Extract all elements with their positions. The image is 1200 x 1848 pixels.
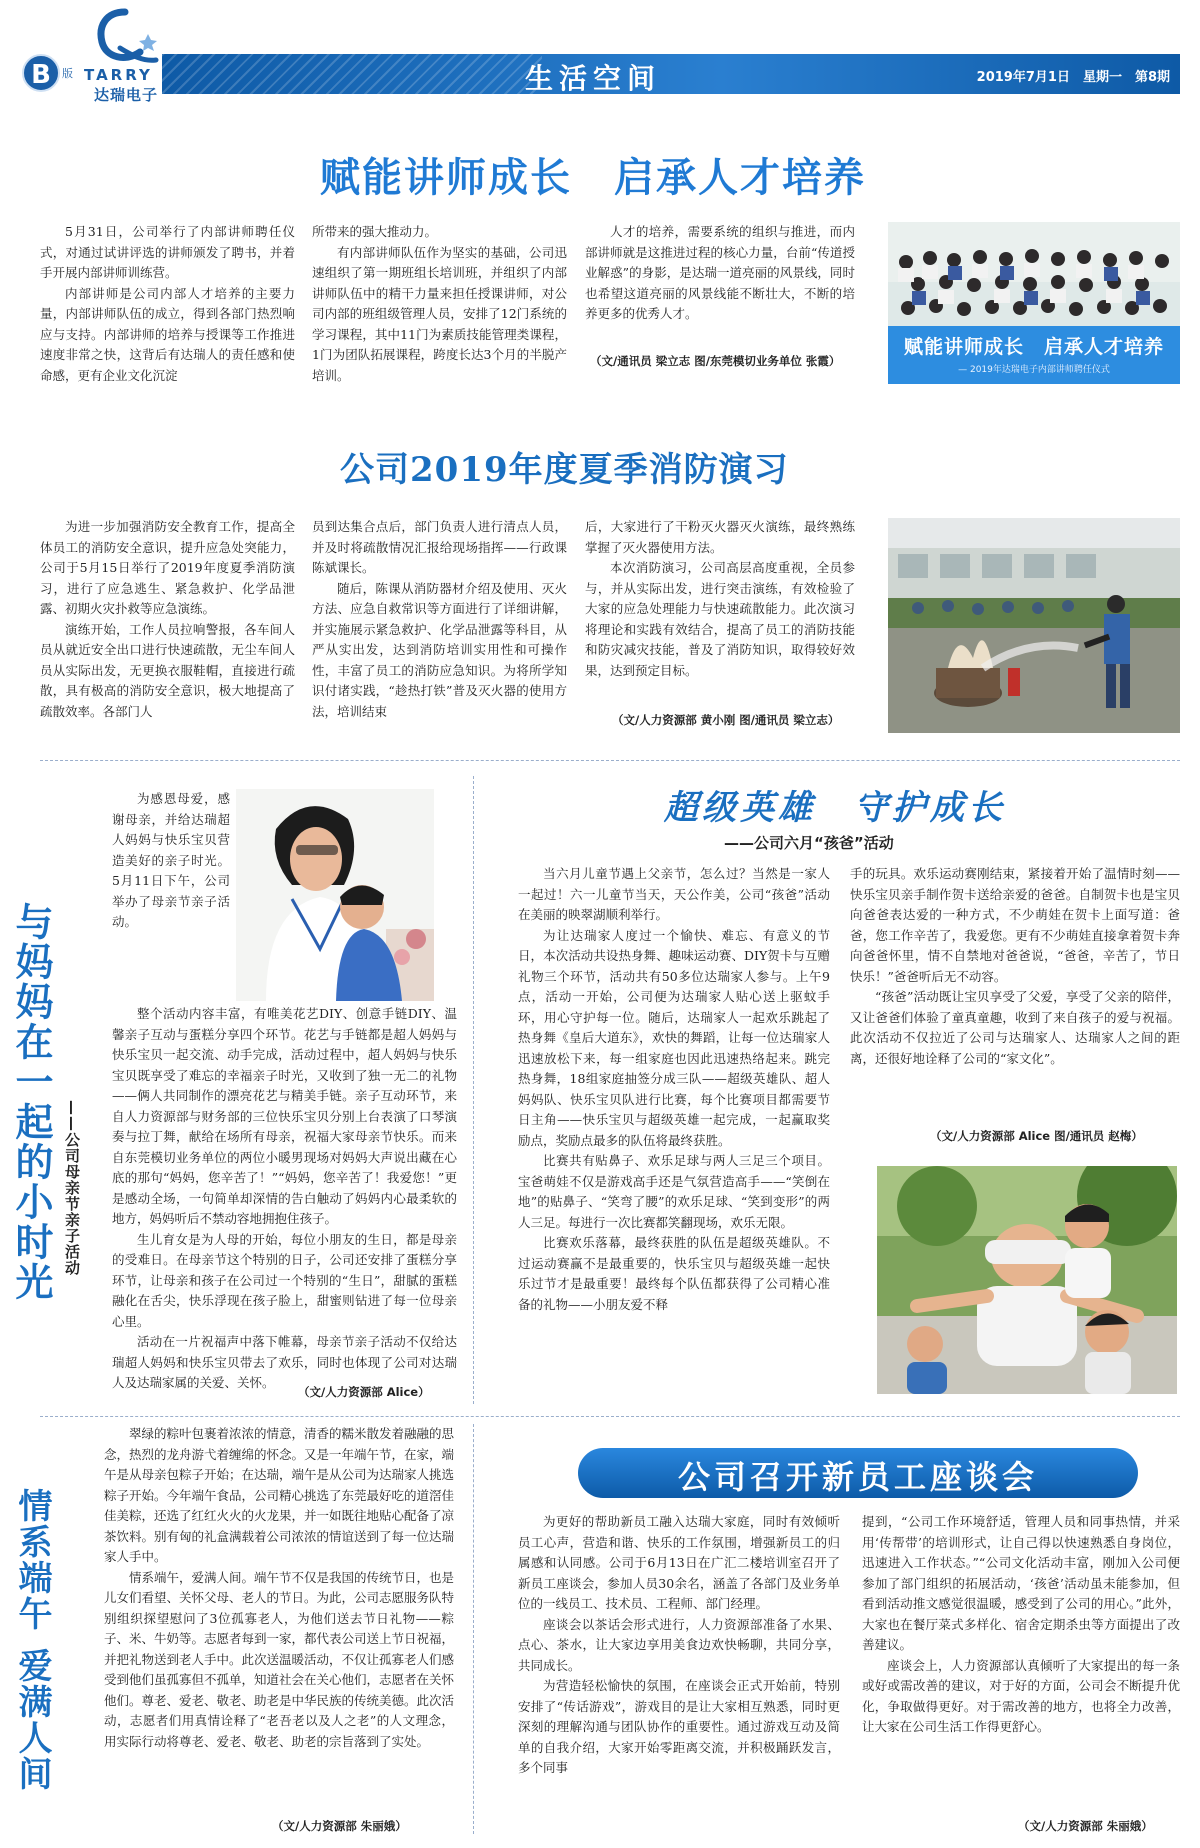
article-column [585, 222, 855, 325]
paragraph: 为营造轻松愉快的氛围，在座谈会正式开始前，特别安排了“传话游戏”，游戏目的是让大家相互熟悉，同时更深刻的理解沟通与团队协作的重要性。通过游戏互动及简单的自我介绍，大家开始零距离交流，并积极踊跃发言，多个同事 [518, 1678, 840, 1775]
paragraph: 人才的培养，需要系统的组织与推进，而内部讲师就是这推进过程的核心力量，台前“传道授业解惑”的身影，是达瑞一道亮丽的风景线，同时也希望这道亮丽的风景线能不断壮大，不断的培养更多的优秀人才。 [585, 224, 855, 321]
paragraph: 座谈会上，人力资源部认真倾听了大家提出的每一条或好或需改善的建议，对于好的方面，公司会不断提升优化，争取做得更好。对于需改善的地方，也将全力改善，让大家在公司生活工作得更舒心。 [862, 1657, 1180, 1734]
paragraph: 情系端午，爱满人间。端午节不仅是我国的传统节日，也是儿女们看望、关怀父母、老人的节日。为此，公司志愿服务队特别组织探望慰问了3位孤寡老人，为他们送去节日礼物——粽子、米、牛奶等。志愿者每到一家，都代表公司送上节日祝福，并把礼物送到老人手中。此次送温暖活动，不仅让孤寡老人们感受到他们虽孤寡但不孤单，知道社会在关心他们，志愿者在关怀他们。尊老、爱老、敬老、助老是中华民族的传统美德。此次活动，志愿者们用真情诠释了“老吾老以及人之老”的人文理念，用实际行动将尊老、爱老、敬老、助老的宗旨落到了实处。 [104, 1569, 455, 1749]
article-title: 公司召开新员工座谈会 [677, 1458, 1038, 1496]
article-title-vertical: 与妈妈在一起的小时光 [9, 902, 53, 1302]
section-divider [40, 1416, 1180, 1417]
byline: （文/人力资源部 Alice 图/通讯员 赵梅） [930, 1129, 1143, 1143]
byline: （文/人力资源部 黄小刚 图/通讯员 梁立志） [612, 713, 840, 727]
header-bar-pattern [162, 54, 542, 94]
article-column [312, 222, 567, 386]
article-column [862, 1512, 1180, 1738]
section-name: 生活空间 [525, 62, 662, 95]
article-title: 超级英雄 守护成长 [664, 788, 1006, 828]
edition-badge: B [22, 54, 60, 92]
paragraph: 为进一步加强消防安全教育工作，提高全体员工的消防安全意识，提升应急处突能力，公司于5月15日举行了2019年度夏季消防演习，进行了应急逃生、紧急救护、化学品泄露、初期火灾扑救等应急演练。 [40, 519, 295, 616]
brand-name-en: TARRY [84, 66, 153, 84]
column-divider [473, 1424, 474, 1834]
article-column [518, 1512, 840, 1779]
article-column [40, 222, 295, 386]
article-column [312, 517, 567, 722]
article-column [518, 864, 830, 1315]
paragraph: 比赛欢乐落幕，最终获胜的队伍是超级英雄队。不过运动赛赢不是最重要的，快乐宝贝与超级英雄一起快乐过节才是最重要！最终每个队伍都获得了公司精心准备的礼物——小朋友爱不释 [518, 1235, 830, 1312]
article-title-vertical: 爱满人间 [12, 1648, 52, 1792]
article-column [40, 517, 295, 722]
article-title: 赋能讲师成长 启承人才培养 [320, 155, 866, 201]
article-title: 公司2019年度夏季消防演习 [340, 450, 789, 490]
paragraph: 随后，陈课从消防器材介绍及使用、灭火方法、应急自救常识等方面进行了详细讲解，并实施展示紧急救护、化学品泄露等科目，从严从实出发，达到消防培训实用性和可操作性，丰富了员工的消防应急知识。为将所学知识付诸实践，“趁热打铁”普及灭火器的使用方法，培训结束 [312, 580, 567, 719]
paragraph: 当六月儿童节遇上父亲节，怎么过？当然是一家人一起过！六一儿童节当天，天公作美，公司“孩爸”活动在美丽的映翠湖顺利举行。 [518, 866, 830, 922]
paragraph: 为更好的帮助新员工融入达瑞大家庭，同时有效倾听员工心声，营造和谐、快乐的工作氛围，增强新员工的归属感和认同感。公司于6月13日在广汇二楼培训室召开了新员工座谈会，参加人员30余名，涵盖了各部门及业务单位的一线员工、技术员、工程师、部门经理。 [518, 1514, 840, 1611]
banner-text: 赋能讲师成长 启承人才培养 [903, 336, 1164, 358]
byline: （文/通讯员 梁立志 图/东莞模切业务单位 张霞） [590, 354, 841, 368]
article-column [850, 864, 1180, 1069]
paragraph: 翠绿的粽叶包裹着浓浓的情意，清香的糯米散发着融融的思念，热烈的龙舟游弋着缠绵的怀念。又是一年端午节，在家，端午是从母亲包粽子开始；在达瑞，端午是从公司为达瑞家人挑选粽子开始。今年端午食品，公司精心挑选了东莞最好吃的道滘佳佳美粽，还选了红红火火的火龙果，并一如既往地贴心配备了凉茶饮料。别有匈的礼盒满载着公司浓浓的情谊送到了每一位达瑞家人手中。 [104, 1426, 455, 1564]
paragraph: 本次消防演习，公司高层高度重视，全员参与，并从实际出发，进行突击演练，有效检验了大家的应急处理能力与快速疏散能力。此次演习将理论和实践有效结合，提高了员工的消防技能和防灾减灾技能，普及了消防知识，取得较好效果，达到预定目标。 [585, 560, 855, 678]
byline: （文/人力资源部 Alice） [298, 1385, 430, 1399]
paragraph: 5月31日，公司举行了内部讲师聘任仪式，对通过试讲评选的讲师颁发了聘书，并着手开展内部讲师训练营。 [40, 224, 295, 280]
paragraph: “孩爸”活动既让宝贝享受了父爱，享受了父亲的陪伴，又让爸爸们体验了童真童趣，收到了来自孩子的爱与祝福。此次活动不仅拉近了公司与达瑞家人、达瑞家人之间的距离，还很好地诠释了公司的“家文化”。 [850, 989, 1180, 1066]
article-body [104, 1424, 454, 1752]
tarry-logo-icon [90, 4, 160, 74]
photo-mother-child [236, 789, 434, 1001]
masthead [0, 0, 1200, 115]
byline: （文/人力资源部 朱丽娥） [1018, 1819, 1153, 1833]
photo-lecturers-group [888, 222, 1180, 384]
article-subtitle-vertical: ——公司母亲节亲子活动 [63, 1100, 81, 1276]
paragraph: 比赛共有贴鼻子、欢乐足球与两人三足三个项目。宝爸萌娃不仅是游戏高手还是气氛营造高手——“笑倒在地”的贴鼻子、“笑弯了腰”的欢乐足球、“笑到变形”的两人三足。每进行一次比赛都笑翻现场，欢乐无限。 [518, 1153, 830, 1230]
article-body [112, 1004, 457, 1394]
paragraph: 整个活动内容丰富，有唯美花艺DIY、创意手链DIY、温馨亲子互动与蛋糕分享四个环节。花艺与手链都是超人妈妈与快乐宝贝一起交流、动手完成，活动过程中，超人妈妈与快乐宝贝既享受了难忘的幸福亲子时光，又收到了独一无二的礼物——俩人共同制作的漂亮花艺与精美手链。亲子互动环节，来自人力资源部与财务部的三位快乐宝贝分别上台表演了口琴演奏与拉丁舞，献给在场所有母亲，祝福大家母亲节快乐。而来自东莞模切业务单位的两位小暖男现场对妈妈大声说出藏在心底的那句“妈妈，您辛苦了！”“妈妈，您辛苦了！我爱您！”更是感动全场，一句简单却深情的告白触动了妈妈内心最柔软的地方，妈妈听后不禁动容地拥抱住孩子。 [112, 1006, 457, 1226]
brand-name-cn: 达瑞电子 [94, 86, 159, 104]
section-divider [40, 760, 1180, 761]
paragraph: 为让达瑞家人度过一个愉快、难忘、有意义的节日，本次活动共设热身舞、趣味运动赛、DIY贺卡与互赠礼物三个环节，活动共有50多位达瑞家人参与。上午9点，活动一开始，公司便为达瑞家人贴心送上驱蚊手环，用心守护每一位。随后，达瑞家人一起欢乐跳起了热身舞《皇后大道东》，欢快的舞蹈，让每一位达瑞家人迅速放松下来，每一组家庭也因此迅速热络起来。跳完热身舞，18组家庭抽签分成三队——超级英雄队、超人妈妈队、快乐宝贝队进行比赛，每个比赛项目都需要节日主角——快乐宝贝与超级英雄一起完成，一起赢取奖励点，奖励点最多的队伍将最终获胜。 [518, 927, 830, 1148]
paragraph: 活动在一片祝福声中落下帷幕，母亲节亲子活动不仅给达瑞超人妈妈和快乐宝贝带去了欢乐，同时也体现了公司对达瑞人及达瑞家属的关爱、关怀。 [112, 1334, 457, 1390]
article-subtitle: ——公司六月“孩爸”活动 [724, 834, 894, 852]
paragraph: 为感恩母爱，感谢母亲，并给达瑞超人妈妈与快乐宝贝营造美好的亲子时光。5月11日下午，公司举办了母亲节亲子活动。 [112, 791, 230, 929]
paragraph: 手的玩具。欢乐运动赛刚结束，紧接着开始了温情时刻——快乐宝贝亲手制作贺卡送给亲爱的爸爸。自制贺卡也是宝贝向爸爸表达爱的一种方式，不少萌娃在贺卡上面写道：爸爸，您工作辛苦了，我爱您。更有不少萌娃直接拿着贺卡奔向爸爸怀里，情不自禁地对爸爸说，“爸爸，辛苦了，节日快乐！”爸爸听后无不动容。 [850, 866, 1180, 984]
article-title-vertical: 情系端午 [12, 1488, 52, 1632]
paragraph: 后，大家进行了干粉灭火器灭火演练，最终熟练掌握了灭火器使用方法。 [585, 519, 855, 555]
issue-info: 2019年7月1日 星期一 第8期 [976, 70, 1170, 85]
paragraph: 生儿育女是为人母的开始，每位小朋友的生日，都是母亲的受难日。在母亲节这个特别的日子，公司还安排了蛋糕分享环节，让母亲和孩子在公司过一个特别的“生日”，甜腻的蛋糕融化在舌尖，快乐浮现在孩子脸上，甜蜜则钻进了每一位母亲心里。 [112, 1231, 457, 1329]
banner-subtext: — 2019年达瑞电子内部讲师聘任仪式 [958, 365, 1110, 375]
edition-label: 版 [62, 67, 73, 80]
article-intro [112, 789, 230, 933]
paragraph: 内部讲师是公司内部人才培养的主要力量，内部讲师队伍的成立，得到各部门热烈响应与支持。内部讲师的培养与授课等工作推进速度非常之快，这背后有达瑞人的责任感和使命感，更有企业文化沉淀 [40, 285, 295, 383]
byline: （文/人力资源部 朱丽娥） [272, 1819, 407, 1833]
paragraph: 有内部讲师队伍作为坚实的基础，公司迅速组织了第一期班组长培训班，并组织了内部讲师队伍中的精干力量来担任授课讲师，对公司内部的班组级管理人员，安排了12门系统的学习课程，其中11门为素质技能管理类课程，1门为团队拓展课程，跨度长达3个月的半脱产培训。 [312, 244, 567, 383]
photo-fire-drill [888, 518, 1180, 733]
paragraph: 演练开始，工作人员拉响警报，各车间人员从就近安全出口进行快速疏散，无尘车间人员从实际出发，无更换衣服鞋帽，直接进行疏散，具有极高的消防安全意识，极大地提高了疏散效率。各部门人 [40, 621, 295, 719]
article-column [585, 517, 855, 681]
paragraph: 员到达集合点后，部门负责人进行清点人员，并及时将疏散情况汇报给现场指挥——行政课陈斌课长。 [312, 519, 567, 575]
photo-father-kids [877, 1166, 1177, 1394]
paragraph: 提到，“公司工作环境舒适，管理人员和同事热情，并采用‘传帮带’的培训形式，让自己得以快速熟悉自身岗位，迅速进入工作状态。”“公司文化活动丰富，刚加入公司便参加了部门组织的拓展活动，‘孩爸’活动虽未能参加，但看到活动推文感觉很温暖，感受到了公司的用心。”此外，大家也在餐厅菜式多样化、宿舍定期杀虫等方面提出了改善建议。 [862, 1514, 1180, 1652]
column-divider [473, 776, 474, 1404]
paragraph: 座谈会以茶话会形式进行，人力资源部准备了水果、点心、茶水，让大家边享用美食边欢快畅聊，共同分享，共同成长。 [518, 1616, 840, 1673]
paragraph: 所带来的强大推动力。 [312, 224, 438, 239]
